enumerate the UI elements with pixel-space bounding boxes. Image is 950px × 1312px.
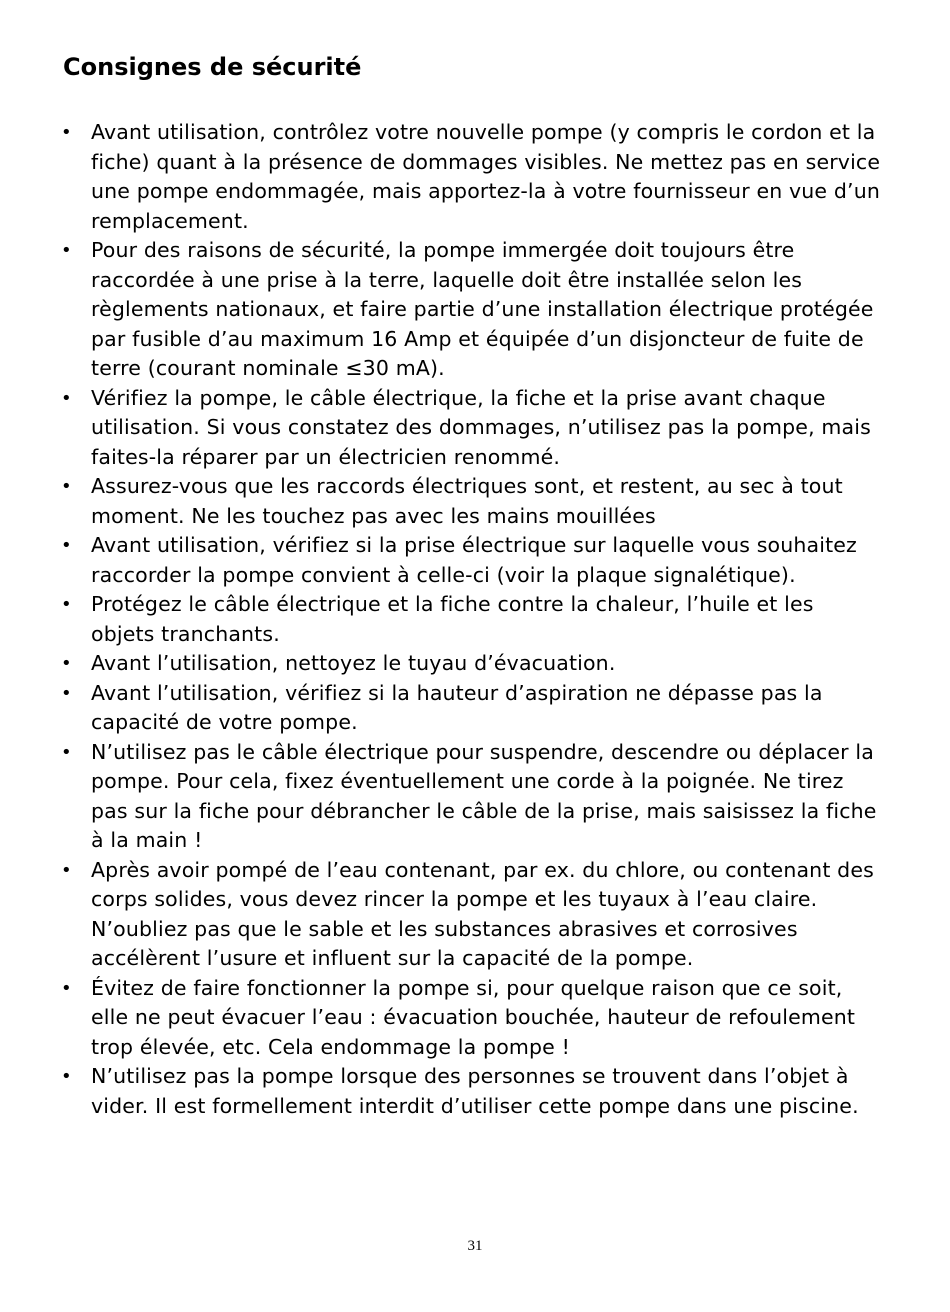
bullet-icon: • [61,476,72,497]
list-item-text: Évitez de faire fonctionner la pompe si, pour quelque raison que ce soit, elle ne peut évacuer l’eau : évacuation bouchée, hauteur de refoulement trop élevée, etc. Cela endommage la pompe ! [91,975,856,1059]
bullet-icon: • [61,1066,72,1087]
list-item-text: Assurez-vous que les raccords électriques sont, et restent, au sec à tout moment. Ne les touchez pas avec les mains mouillées [91,474,843,528]
page-number: 31 [467,1238,483,1254]
safety-instructions-list [61,118,881,1121]
bullet-icon: • [61,682,72,704]
list-item [61,531,881,590]
list-item-text: Avant utilisation, vérifiez si la prise électrique sur laquelle vous souhaitez raccorder la pompe convient à celle-ci (voir la plaque signalétique). [91,533,857,587]
list-item [61,974,881,1063]
list-item [61,856,881,974]
bullet-icon: • [61,122,72,143]
list-item [61,384,881,473]
bullet-icon: • [61,594,72,615]
list-item-text: Vérifiez la pompe, le câble électrique, la fiche et la prise avant chaque utilisation. Si vous constatez des dommages, n’utilisez pas la pompe, mais faites-la réparer par un électricien renommé. [91,385,871,469]
list-item [61,236,881,384]
list-item-text: Avant l’utilisation, vérifiez si la hauteur d’aspiration ne dépasse pas la capacité de votre pompe. [91,680,823,734]
list-item [61,679,881,738]
bullet-icon: • [61,653,72,674]
list-item [61,1062,881,1121]
list-item-text: N’utilisez pas le câble électrique pour suspendre, descendre ou déplacer la pompe. Pour cela, fixez éventuellement une corde à la poignée. Ne tirez pas sur la fiche pour débrancher le câble de la prise, mais saisissez la fiche à la main ! [91,739,877,852]
bullet-icon: • [61,535,72,556]
bullet-icon: • [61,859,72,881]
list-item [61,738,881,856]
list-item [61,118,881,236]
bullet-icon: • [61,741,72,763]
list-item-text: Protégez le câble électrique et la fiche contre la chaleur, l’huile et les objets tranchants. [91,592,814,646]
bullet-icon: • [61,977,72,999]
list-item-text: Avant l’utilisation, nettoyez le tuyau d’évacuation. [91,651,616,675]
list-item-text: Avant utilisation, contrôlez votre nouvelle pompe (y compris le cordon et la fiche) quant à la présence de dommages visibles. Ne mettez pas en service une pompe endommagée, mais apportez-la à votre fournisseur en vue d’un remplacement. [91,120,881,233]
list-item [61,590,881,649]
list-item [61,649,881,679]
list-item-text: Pour des raisons de sécurité, la pompe immergée doit toujours être raccordée à une prise à la terre, laquelle doit être installée selon les règlements nationaux, et faire partie d’une installation électrique protégée par fusible d’au maximum 16 Amp et équipée d’un disjoncteur de fuite de terre (courant nominale ≤30 mA). [91,238,874,380]
bullet-icon: • [61,240,72,261]
bullet-icon: • [61,387,72,409]
list-item [61,472,881,531]
list-item-text: N’utilisez pas la pompe lorsque des personnes se trouvent dans l’objet à vider. Il est formellement interdit d’utiliser cette pompe dans une piscine. [91,1064,859,1118]
list-item-text: Après avoir pompé de l’eau contenant, par ex. du chlore, ou contenant des corps solides, vous devez rincer la pompe et les tuyaux à l’eau claire. N’oubliez pas que le sable et les substances abrasives et corrosives accélèrent l’usure et influent sur la capacité de la pompe. [91,857,874,970]
page-title: Consignes de sécurité [63,53,362,81]
